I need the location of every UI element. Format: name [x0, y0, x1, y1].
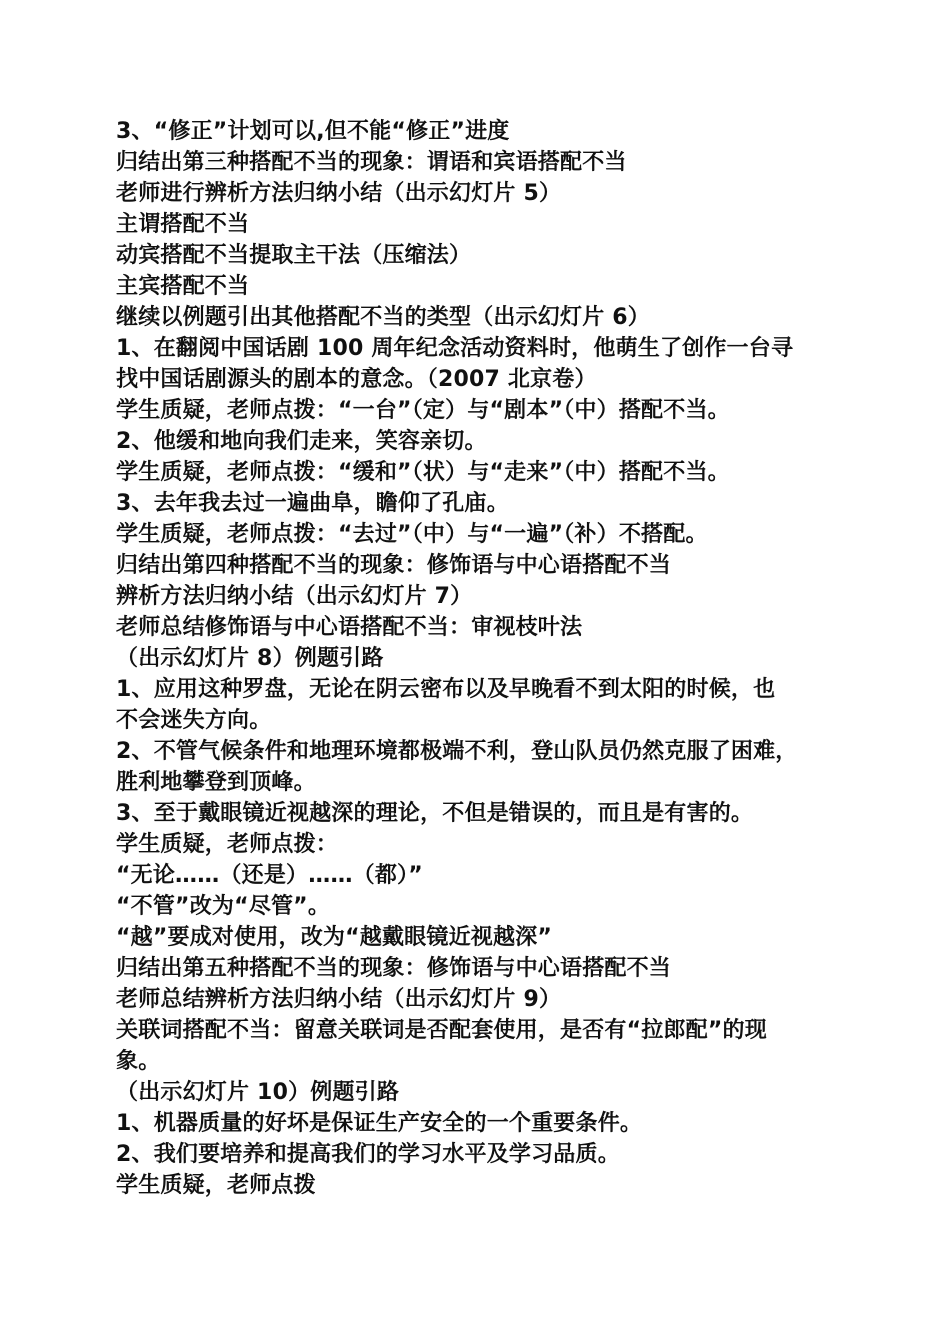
text-line: 归结出第四种搭配不当的现象：修饰语与中心语搭配不当 [116, 553, 672, 578]
text-line: （出示幻灯片 10）例题引路 [116, 1080, 400, 1105]
text-line: 老师进行辨析方法归纳小结（出示幻灯片 5） [116, 181, 562, 206]
text-line: 象。 [116, 1049, 161, 1074]
text-line: 1、应用这种罗盘，无论在阴云密布以及早晚看不到太阳的时候，也 [116, 677, 776, 702]
text-line: 胜利地攀登到顶峰。 [116, 770, 316, 795]
text-line: 学生质疑，老师点拨 [116, 1173, 316, 1198]
text-line: 学生质疑，老师点拨：“一台”（定）与“剧本”（中）搭配不当。 [116, 398, 730, 423]
text-line: 学生质疑，老师点拨：“缓和”（状）与“走来”（中）搭配不当。 [116, 460, 730, 485]
text-line: 动宾搭配不当提取主干法（压缩法） [116, 243, 472, 268]
document-body [116, 116, 856, 1201]
text-line: 1、在翻阅中国话剧 100 周年纪念活动资料时，他萌生了创作一台寻 [116, 336, 794, 361]
text-line: 继续以例题引出其他搭配不当的类型（出示幻灯片 6） [116, 305, 650, 330]
text-line: “无论……（还是）……（都）” [116, 863, 423, 888]
text-line: 学生质疑，老师点拨： [116, 832, 339, 857]
text-line: 归结出第三种搭配不当的现象：谓语和宾语搭配不当 [116, 150, 627, 175]
text-line: 老师总结修饰语与中心语搭配不当：审视枝叶法 [116, 615, 583, 640]
text-line: 不会迷失方向。 [116, 708, 272, 733]
text-line: 3、“修正”计划可以,但不能“修正”进度 [116, 119, 510, 144]
text-line: 2、不管气候条件和地理环境都极端不利，登山队员仍然克服了困难， [116, 739, 798, 764]
text-line: 关联词搭配不当：留意关联词是否配套使用，是否有“拉郎配”的现 [116, 1018, 767, 1043]
text-line: 老师总结辨析方法归纳小结（出示幻灯片 9） [116, 987, 562, 1012]
text-line: 归结出第五种搭配不当的现象：修饰语与中心语搭配不当 [116, 956, 672, 981]
text-line: “不管”改为“尽管”。 [116, 894, 331, 919]
text-line: 2、我们要培养和提高我们的学习水平及学习品质。 [116, 1142, 620, 1167]
text-line: “越”要成对使用，改为“越戴眼镜近视越深” [116, 925, 553, 950]
text-line: 2、他缓和地向我们走来，笑容亲切。 [116, 429, 487, 454]
text-line: 找中国话剧源头的剧本的意念。（2007 北京卷） [116, 367, 597, 392]
text-line: 学生质疑，老师点拨：“去过”（中）与“一遍”（补）不搭配。 [116, 522, 708, 547]
text-line: 主宾搭配不当 [116, 274, 250, 299]
text-line: 3、至于戴眼镜近视越深的理论，不但是错误的，而且是有害的。 [116, 801, 754, 826]
text-line: 1、机器质量的好坏是保证生产安全的一个重要条件。 [116, 1111, 643, 1136]
text-line: 主谓搭配不当 [116, 212, 250, 237]
text-line: 辨析方法归纳小结（出示幻灯片 7） [116, 584, 473, 609]
text-line: （出示幻灯片 8）例题引路 [116, 646, 384, 671]
text-line: 3、去年我去过一遍曲阜，瞻仰了孔庙。 [116, 491, 509, 516]
